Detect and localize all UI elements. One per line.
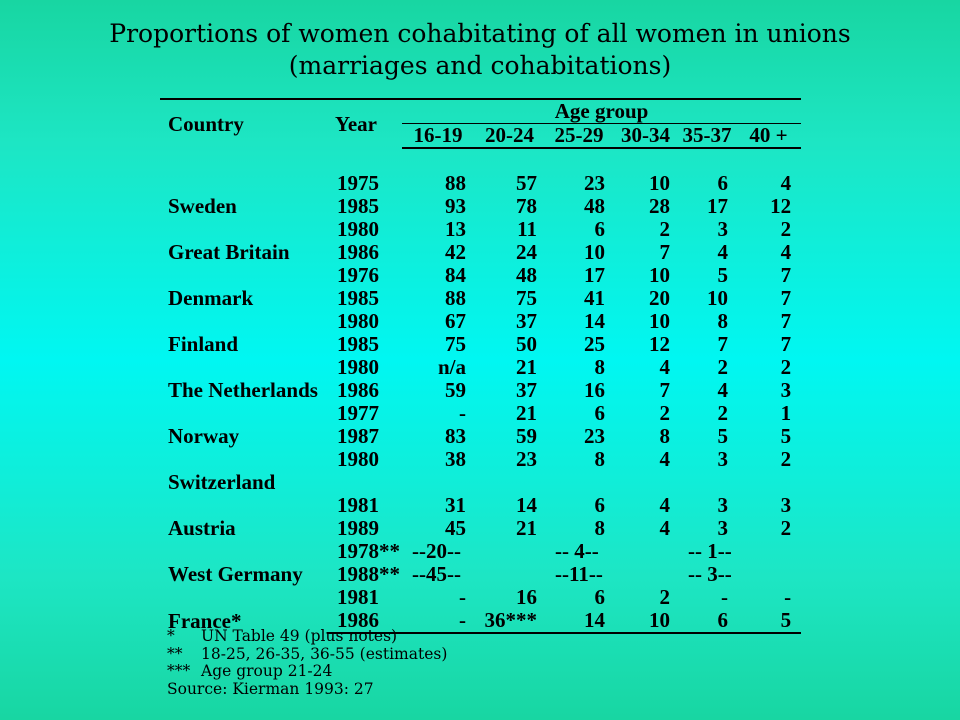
value-cell: 25	[584, 332, 605, 356]
year-cell: 1986	[337, 378, 379, 402]
value-cell: 5	[717, 424, 728, 448]
value-cell: 2	[780, 516, 792, 540]
table-row	[160, 172, 801, 195]
header-age-col: 30-34	[613, 124, 678, 149]
value-cell: 37	[516, 309, 537, 333]
country-cell: Finland	[168, 332, 239, 356]
value-cell: 6	[594, 493, 605, 517]
country-cell: France*	[168, 609, 242, 633]
value-cell: 2	[717, 401, 728, 425]
value-cell: 16	[584, 378, 605, 402]
footnote-text: Age group 21-24	[201, 662, 333, 680]
value-cell: 2	[659, 217, 670, 241]
empty-cell	[474, 471, 545, 494]
year-cell: 1980	[337, 355, 379, 379]
table-row	[160, 494, 801, 517]
value-cell: 3	[717, 516, 728, 540]
value-cell: 59	[445, 378, 466, 402]
year-cell: 1986	[327, 609, 402, 633]
header-age-col: 16-19	[402, 124, 474, 149]
value-cell: 6	[594, 217, 605, 241]
value-cell: 16	[516, 585, 537, 609]
estimate-cell: --11--	[555, 562, 603, 586]
header-age-col: 20-24	[474, 124, 545, 149]
header-age-col: 25-29	[545, 124, 613, 149]
value-cell: 10	[584, 240, 605, 264]
value-cell: 7	[717, 332, 728, 356]
country-cell: Sweden	[168, 194, 237, 218]
value-cell: 17	[584, 263, 605, 287]
value-cell: 23	[584, 171, 605, 195]
value-cell: 45	[445, 516, 466, 540]
year-cell: 1981	[337, 493, 379, 517]
table-row	[160, 448, 801, 471]
country-cell: The Netherlands	[168, 378, 318, 402]
header-year: Year	[327, 99, 402, 148]
year-cell: 1985	[337, 194, 379, 218]
value-cell: 5	[736, 609, 801, 633]
table-header	[160, 99, 801, 148]
table-row	[160, 310, 801, 333]
footnote-mark: ***	[167, 662, 191, 680]
value-cell: 83	[445, 424, 466, 448]
country-cell: Switzerland	[168, 470, 276, 494]
year-cell: 1985	[337, 332, 379, 356]
table-row	[160, 402, 801, 425]
year-cell: 1980	[337, 447, 379, 471]
value-cell: 4	[659, 447, 670, 471]
year-cell: 1989	[337, 516, 379, 540]
empty-cell	[402, 471, 474, 494]
value-cell: 1	[780, 401, 792, 425]
value-cell: 5	[717, 263, 728, 287]
table-row	[160, 540, 801, 563]
value-cell: 7	[780, 309, 792, 333]
estimate-cell: -- 4--	[555, 539, 599, 563]
year-cell: 1977	[337, 401, 379, 425]
value-cell: 38	[445, 447, 466, 471]
header-age-col: 35-37	[678, 124, 736, 149]
value-cell: 3	[780, 378, 792, 402]
estimate-cell: -- 3--	[688, 562, 732, 586]
value-cell: -	[459, 401, 466, 425]
country-cell: West Germany	[168, 562, 303, 586]
estimate-cell: -- 1--	[688, 539, 732, 563]
value-cell: -	[784, 585, 792, 609]
header-age-col: 40 +	[736, 124, 801, 149]
value-cell: 93	[445, 194, 466, 218]
value-cell: 8	[594, 516, 605, 540]
year-cell: 1978**	[337, 539, 400, 563]
value-cell: 41	[584, 286, 605, 310]
value-cell: 11	[517, 217, 537, 241]
value-cell: 21	[516, 355, 537, 379]
value-cell: 4	[659, 355, 670, 379]
value-cell: 8	[717, 309, 728, 333]
value-cell: -	[459, 585, 466, 609]
header-country: Country	[160, 99, 327, 148]
country-cell: Denmark	[168, 286, 254, 310]
value-cell: 6	[594, 585, 605, 609]
value-cell: 3	[780, 493, 792, 517]
footnote	[167, 646, 447, 664]
empty-cell	[327, 471, 402, 494]
title-line-1: Proportions of women cohabitating of all women in unions	[109, 19, 851, 48]
value-cell: 4	[659, 516, 670, 540]
year-cell: 1985	[337, 286, 379, 310]
value-cell: 75	[516, 286, 537, 310]
year-cell: 1988**	[337, 562, 400, 586]
value-cell: 7	[780, 263, 792, 287]
source-note: Source: Kierman 1993: 27	[167, 679, 374, 698]
value-cell: 2	[780, 447, 792, 471]
value-cell: 14	[545, 609, 613, 633]
value-cell: 8	[594, 355, 605, 379]
value-cell: 17	[707, 194, 728, 218]
value-cell: 5	[780, 424, 792, 448]
value-cell: 6	[594, 401, 605, 425]
year-cell: 1986	[337, 240, 379, 264]
year-cell: 1976	[337, 263, 379, 287]
value-cell: 48	[516, 263, 537, 287]
table-row	[160, 586, 801, 609]
value-cell: 84	[445, 263, 466, 287]
value-cell: 31	[445, 493, 466, 517]
empty-cell	[736, 471, 801, 494]
value-cell: 2	[717, 355, 728, 379]
value-cell: 42	[445, 240, 466, 264]
estimate-cell: --20--	[412, 539, 461, 563]
value-cell: 4	[780, 171, 792, 195]
value-cell: 28	[649, 194, 670, 218]
cohabitation-table	[160, 98, 801, 634]
value-cell: 57	[516, 171, 537, 195]
value-cell: 20	[649, 286, 670, 310]
value-cell: 75	[445, 332, 466, 356]
table-row	[160, 264, 801, 287]
value-cell: 10	[613, 609, 678, 633]
value-cell: 6	[717, 171, 728, 195]
value-cell: 13	[445, 217, 466, 241]
value-cell: 7	[780, 286, 792, 310]
value-cell: 10	[707, 286, 728, 310]
value-cell: 10	[649, 171, 670, 195]
value-cell: 4	[659, 493, 670, 517]
footnote-mark: **	[167, 644, 183, 663]
value-cell: 3	[717, 217, 728, 241]
year-cell: 1987	[337, 424, 379, 448]
value-cell: 10	[649, 309, 670, 333]
value-cell: -	[721, 585, 728, 609]
value-cell: 78	[516, 194, 537, 218]
value-cell: 4	[717, 240, 728, 264]
value-cell: 14	[516, 493, 537, 517]
value-cell: 2	[780, 355, 792, 379]
value-cell: 6	[678, 609, 736, 633]
value-cell: 4	[717, 378, 728, 402]
year-cell: 1980	[337, 309, 379, 333]
value-cell: 12	[770, 194, 792, 218]
value-cell: 2	[659, 585, 670, 609]
value-cell: 3	[717, 493, 728, 517]
value-cell: 8	[594, 447, 605, 471]
value-cell: n/a	[437, 355, 466, 379]
footnote-mark: *	[167, 627, 175, 645]
empty-cell	[678, 471, 736, 494]
title-line-2: (marriages and cohabitations)	[288, 51, 672, 80]
year-cell: 1980	[337, 217, 379, 241]
footnote	[167, 663, 447, 681]
footnote	[167, 628, 447, 646]
header-age-group: Age group	[402, 99, 801, 124]
value-cell: 2	[659, 401, 670, 425]
value-cell: 10	[649, 263, 670, 287]
value-cell: 88	[445, 171, 466, 195]
value-cell: 7	[659, 240, 670, 264]
value-cell: 23	[584, 424, 605, 448]
value-cell: 59	[516, 424, 537, 448]
footnotes	[167, 628, 447, 698]
value-cell: 4	[780, 240, 792, 264]
value-cell: 67	[445, 309, 466, 333]
value-cell: 14	[584, 309, 605, 333]
value-cell: -	[402, 609, 474, 633]
table-row	[160, 218, 801, 241]
value-cell: 23	[516, 447, 537, 471]
footnote-text: 18-25, 26-35, 36-55 (estimates)	[201, 644, 448, 663]
country-cell: Great Britain	[168, 240, 290, 264]
value-cell: 88	[445, 286, 466, 310]
country-cell: Austria	[168, 516, 236, 540]
value-cell: 21	[516, 516, 537, 540]
empty-cell	[613, 471, 678, 494]
footnote-text: UN Table 49 (plus notes)	[201, 627, 398, 645]
year-cell: 1981	[337, 585, 379, 609]
value-cell: 12	[649, 332, 670, 356]
value-cell: 37	[516, 378, 537, 402]
value-cell: 3	[717, 447, 728, 471]
year-cell: 1975	[337, 171, 379, 195]
empty-cell	[545, 471, 613, 494]
value-cell: 7	[780, 332, 792, 356]
table-body	[160, 148, 801, 633]
value-cell: 36***	[474, 609, 545, 633]
value-cell: 8	[659, 424, 670, 448]
value-cell: 50	[516, 332, 537, 356]
footnote-list	[167, 628, 447, 681]
slide-title	[0, 18, 960, 82]
value-cell: 48	[584, 194, 605, 218]
estimate-cell: --45--	[412, 562, 461, 586]
country-cell: Norway	[168, 424, 240, 448]
value-cell: 21	[516, 401, 537, 425]
value-cell: 7	[659, 378, 670, 402]
table-row	[160, 356, 801, 379]
value-cell: 2	[780, 217, 792, 241]
value-cell: 24	[516, 240, 537, 264]
